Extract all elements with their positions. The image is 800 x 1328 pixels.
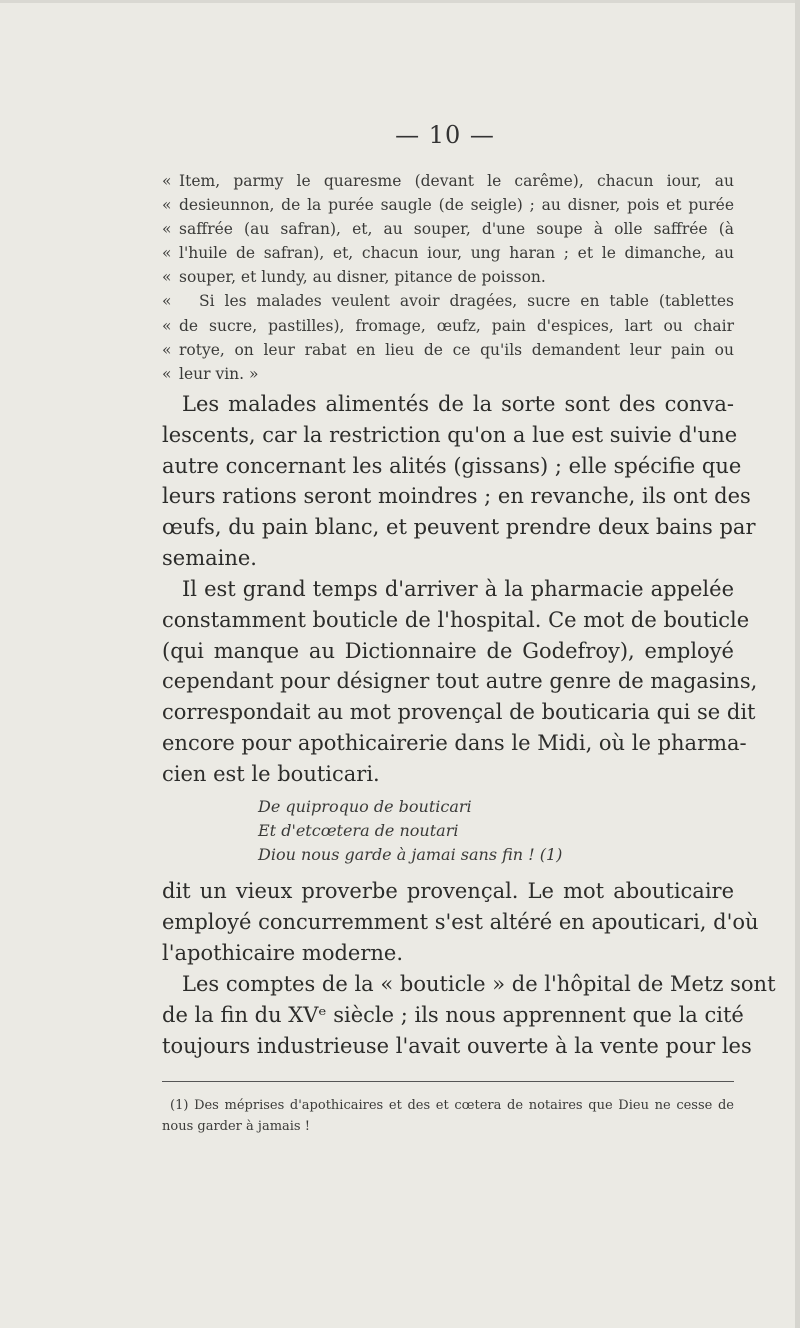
quote-line: « l'huile de safran), et, chacun iour, ung haran ; et le dimanche, au	[162, 244, 734, 263]
text-line: cien est le bouticari.	[162, 761, 380, 786]
footnote-line: (1) Des méprises d'apothicaires et des et cœtera de notaires que Dieu ne cesse de	[170, 1098, 734, 1113]
text-line: (qui manque au Dictionnaire de Godefroy), employé	[162, 638, 734, 663]
text-line: semaine.	[162, 545, 257, 570]
text-line: de la fin du XVᵉ siècle ; ils nous apprennent que la cité	[162, 1002, 744, 1027]
quote-line: « souper, et lundy, au disner, pitance de poisson.	[162, 268, 546, 287]
paragraph-1	[162, 389, 756, 574]
text-line: employé concurremment s'est altéré en apouticari, d'où	[162, 909, 759, 934]
text-line: Il est grand temps d'arriver à la pharmacie appelée	[182, 577, 734, 601]
text-line: Les malades alimentés de la sorte sont des conva-	[182, 392, 734, 416]
paragraph-3	[162, 876, 759, 968]
text-line: dit un vieux proverbe provençal. Le mot aboutica​ire	[162, 879, 734, 903]
quote-line: « Item, parmy le quaresme (devant le carême), chacun iour, au	[162, 172, 734, 190]
text-line: Les comptes de la « bouticle » de l'hôpital de Metz sont	[182, 972, 776, 996]
paragraph-2	[162, 574, 758, 790]
quote-line: « desieunnon, de la purée saugle (de seigle) ; au disner, pois et purée	[162, 196, 734, 215]
text-line: toujours industrieuse l'avait ouverte à la vente pour les	[162, 1033, 752, 1058]
footnote-line: nous garder à jamais !	[162, 1119, 310, 1134]
quote-line: « Si les malades veulent avoir dragées, sucre en table (tablettes	[162, 292, 734, 311]
text-line: lescents, car la restriction qu'on a lue est suivie d'une	[162, 422, 738, 447]
page-right-edge	[795, 0, 800, 1328]
paragraph-4	[162, 969, 776, 1061]
verse-quotation	[258, 795, 678, 867]
page-top-edge	[0, 0, 800, 3]
quote-line: « de sucre, pastilles), fromage, œufz, pain d'espices, lart ou chair	[162, 316, 734, 335]
verse-line: De quiproquo de bouticari	[258, 797, 472, 816]
verse-line: Diou nous garde à jamai sans fin ! (1)	[258, 845, 563, 864]
text-line: correspondait au mot provençal de bouticaria qui se dit	[162, 700, 756, 725]
text-line: œufs, du pain blanc, et peuvent prendre deux bains par	[162, 515, 756, 540]
text-line: constamment bouticle de l'hospital. Ce mot de bouticle	[162, 607, 750, 632]
footnote	[162, 1095, 734, 1137]
quote-line: « rotye, on leur rabat en lieu de ce qu'ils demandent leur pain ou	[162, 340, 734, 359]
text-line: leurs rations seront moindres ; en revanche, ils ont des	[162, 484, 751, 509]
text-line: encore pour apothicairerie dans le Midi, où le pharma-	[162, 730, 747, 755]
page-number: — 10 —	[395, 121, 495, 149]
verse-line: Et d'etcœtera de noutari	[258, 821, 459, 840]
quote-line: « leur vin. »	[162, 364, 259, 383]
quotation-block	[162, 169, 734, 386]
text-line: cependant pour désigner tout autre genre de magasins,	[162, 669, 758, 694]
text-line: autre concernant les alités (gissans) ; elle spécifie que	[162, 453, 742, 478]
text-line: l'apothicaire moderne.	[162, 940, 404, 965]
quote-line: « saffrée (au safran), et, au souper, d'une soupe à olle saffrée (à	[162, 220, 734, 239]
footnote-divider	[162, 1081, 734, 1082]
